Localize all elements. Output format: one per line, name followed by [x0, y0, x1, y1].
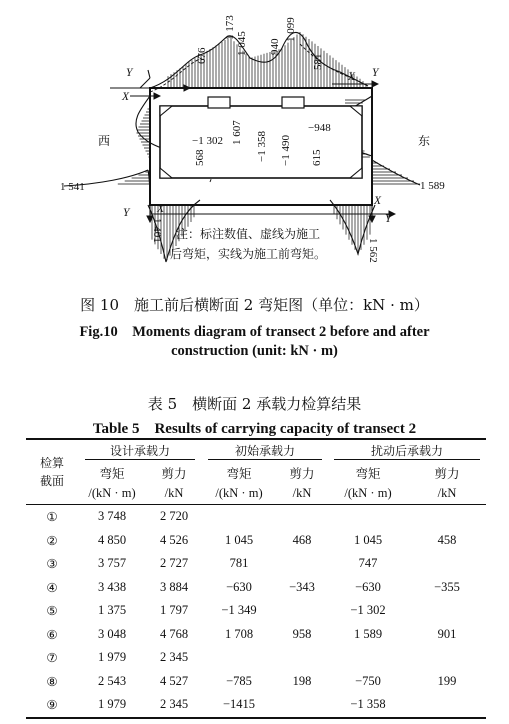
table-cell [408, 505, 486, 529]
axis-y-bottom-right: Y [385, 213, 392, 225]
sub-moment-initial: 弯矩 [226, 465, 252, 481]
table-cell: 958 [292, 626, 312, 641]
table-cell: 2 345 [159, 650, 189, 665]
table-cell [276, 552, 328, 576]
table-cell: 468 [292, 532, 312, 547]
label-neg1302: −1 302 [192, 135, 223, 147]
group-design: 设计承载力 [78, 439, 202, 462]
table-row [26, 693, 486, 718]
row-section-id: ② [46, 532, 58, 548]
row-section-id: ⑥ [46, 626, 58, 642]
table-cell: 2 543 [97, 673, 127, 688]
table-cell: 2 345 [159, 697, 189, 712]
table-cell: −630 [226, 579, 252, 594]
table-cell: −1 302 [350, 603, 386, 618]
table-row [26, 670, 486, 694]
label-615: 615 [311, 149, 323, 166]
table-body [26, 505, 486, 718]
table-cell: −750 [355, 673, 381, 688]
unit-shear-initial: /kN [276, 483, 328, 505]
table-cell: 199 [437, 673, 457, 688]
table-cell [276, 646, 328, 670]
col-section-header [26, 439, 78, 505]
figure-caption-en-line1: Fig.10 Moments diagram of transect 2 before and after [79, 324, 430, 340]
table-row [26, 529, 486, 553]
table-cell: 1 708 [224, 626, 254, 641]
table-cell: 2 727 [159, 556, 189, 571]
table-caption-en: Table 5 Results of carrying capacity of transect 2 [92, 421, 417, 437]
label-neg948: −948 [308, 122, 331, 134]
unit-shear-disturbed: /kN [408, 483, 486, 505]
table-cell: 1 375 [97, 603, 127, 618]
figure-note-line1: 注：标注数值、虚线为施工 [176, 227, 321, 241]
unit-moment-design: /(kN · m) [78, 483, 146, 505]
subheader-row [26, 462, 486, 483]
table-cell [276, 693, 328, 718]
row-section-id: ⑦ [46, 650, 58, 666]
side-west: 西 [98, 134, 111, 148]
table-cell [202, 646, 276, 670]
table-row [26, 623, 486, 647]
axis-y-bottom-left: Y [123, 207, 130, 219]
table-cell: 3 048 [97, 626, 127, 641]
sub-shear-disturbed: 剪力 [434, 465, 460, 481]
label-676: 676 [196, 47, 208, 64]
table-cell: 4 850 [97, 532, 127, 547]
table-cell: 2 720 [159, 509, 189, 524]
sub-shear-design: 剪力 [161, 465, 187, 481]
figure-caption-cn: 图 10 施工前后横断面 2 弯矩图（单位：kN · m） [80, 296, 429, 314]
table-row [26, 505, 486, 529]
table-row [26, 552, 486, 576]
table-cell: −1 358 [350, 697, 386, 712]
label-1358: −1 358 [256, 131, 268, 162]
table-caption-cn: 表 5 横断面 2 承载力检算结果 [147, 395, 362, 413]
label-1401: 1 401 [151, 218, 163, 243]
sub-moment-design: 弯矩 [99, 465, 125, 481]
table-row [26, 599, 486, 623]
row-section-id: ⑧ [46, 673, 58, 689]
table-cell: 747 [358, 556, 378, 571]
label-1173: 1 173 [224, 15, 236, 40]
label-1589: 1 589 [420, 180, 445, 192]
capacity-table [26, 438, 486, 719]
table-row [26, 646, 486, 670]
group-disturbed: 扰动后承载力 [328, 439, 486, 462]
table-cell: 3 748 [97, 509, 127, 524]
table-cell: 198 [292, 673, 312, 688]
table-cell: 1 797 [159, 603, 189, 618]
table-cell: 1 979 [97, 650, 127, 665]
sub-shear-initial: 剪力 [289, 465, 315, 481]
label-1541: 1 541 [60, 181, 85, 193]
table-cell [408, 646, 486, 670]
label-581: 581 [312, 53, 324, 70]
figure-note-line2: 后弯矩，实线为施工前弯矩。 [170, 247, 327, 261]
table-cell: 3 884 [159, 579, 189, 594]
table-cell: 3 757 [97, 556, 127, 571]
table-cell: 781 [229, 556, 249, 571]
table-cell: 3 438 [97, 579, 127, 594]
unit-moment-initial: /(kN · m) [202, 483, 276, 505]
table-cell: 1 979 [97, 697, 127, 712]
row-section-id: ③ [46, 556, 58, 572]
table-cell: 1 589 [353, 626, 383, 641]
table-cell: −1 349 [221, 603, 257, 618]
table-cell: −355 [434, 579, 460, 594]
table-cell [276, 505, 328, 529]
table-cell: 1 045 [224, 532, 254, 547]
table-cell [408, 552, 486, 576]
figure-caption-en-line2: construction (unit: kN · m) [171, 343, 338, 359]
label-1490: −1 490 [280, 135, 292, 166]
column-left [208, 97, 230, 108]
row-section-id: ⑤ [46, 603, 58, 619]
sub-moment-disturbed: 弯矩 [355, 465, 381, 481]
axis-x-bottom-left: X [157, 203, 165, 215]
table-cell [202, 505, 276, 529]
label-1045: 1 045 [236, 31, 248, 56]
table-cell: 1 045 [353, 532, 383, 547]
table-cell: 458 [437, 532, 457, 547]
row-section-id: ④ [46, 579, 58, 595]
label-1099: 1 099 [285, 17, 297, 42]
table-cell: −1415 [222, 697, 256, 712]
unit-shear-design: /kN [146, 483, 202, 505]
row-section-id: ① [46, 509, 58, 525]
table-cell: 4 526 [159, 532, 189, 547]
table-row [26, 576, 486, 600]
label-1607: 1 607 [231, 120, 243, 145]
axis-x-bottom-right: X [374, 195, 382, 207]
table-cell [408, 599, 486, 623]
table-cell [408, 693, 486, 718]
group-initial: 初始承载力 [202, 439, 328, 462]
table-cell: −630 [355, 579, 381, 594]
label-940: 940 [269, 38, 281, 55]
axis-x-left: X [122, 91, 130, 103]
table-cell: −343 [289, 579, 315, 594]
unit-moment-disturbed: /(kN · m) [328, 483, 408, 505]
label-568: 568 [194, 149, 206, 166]
row-section-id: ⑨ [46, 697, 58, 713]
table-cell [328, 646, 408, 670]
axis-x-right: X [348, 71, 356, 83]
table-cell: 4 527 [159, 673, 189, 688]
table-cell: −785 [226, 673, 252, 688]
table-cell [276, 599, 328, 623]
label-1562: 1 562 [367, 238, 379, 263]
axis-y-top-right: Y [372, 67, 379, 79]
column-right [282, 97, 304, 108]
side-east: 东 [418, 134, 431, 148]
unit-row [26, 483, 486, 505]
moment-diagram [0, 0, 509, 285]
table-cell [328, 505, 408, 529]
col-section-label: 检算截面 [39, 456, 64, 488]
table-cell: 4 768 [159, 626, 189, 641]
table-cell: 901 [437, 626, 457, 641]
axis-y-top-left: Y [126, 67, 133, 79]
